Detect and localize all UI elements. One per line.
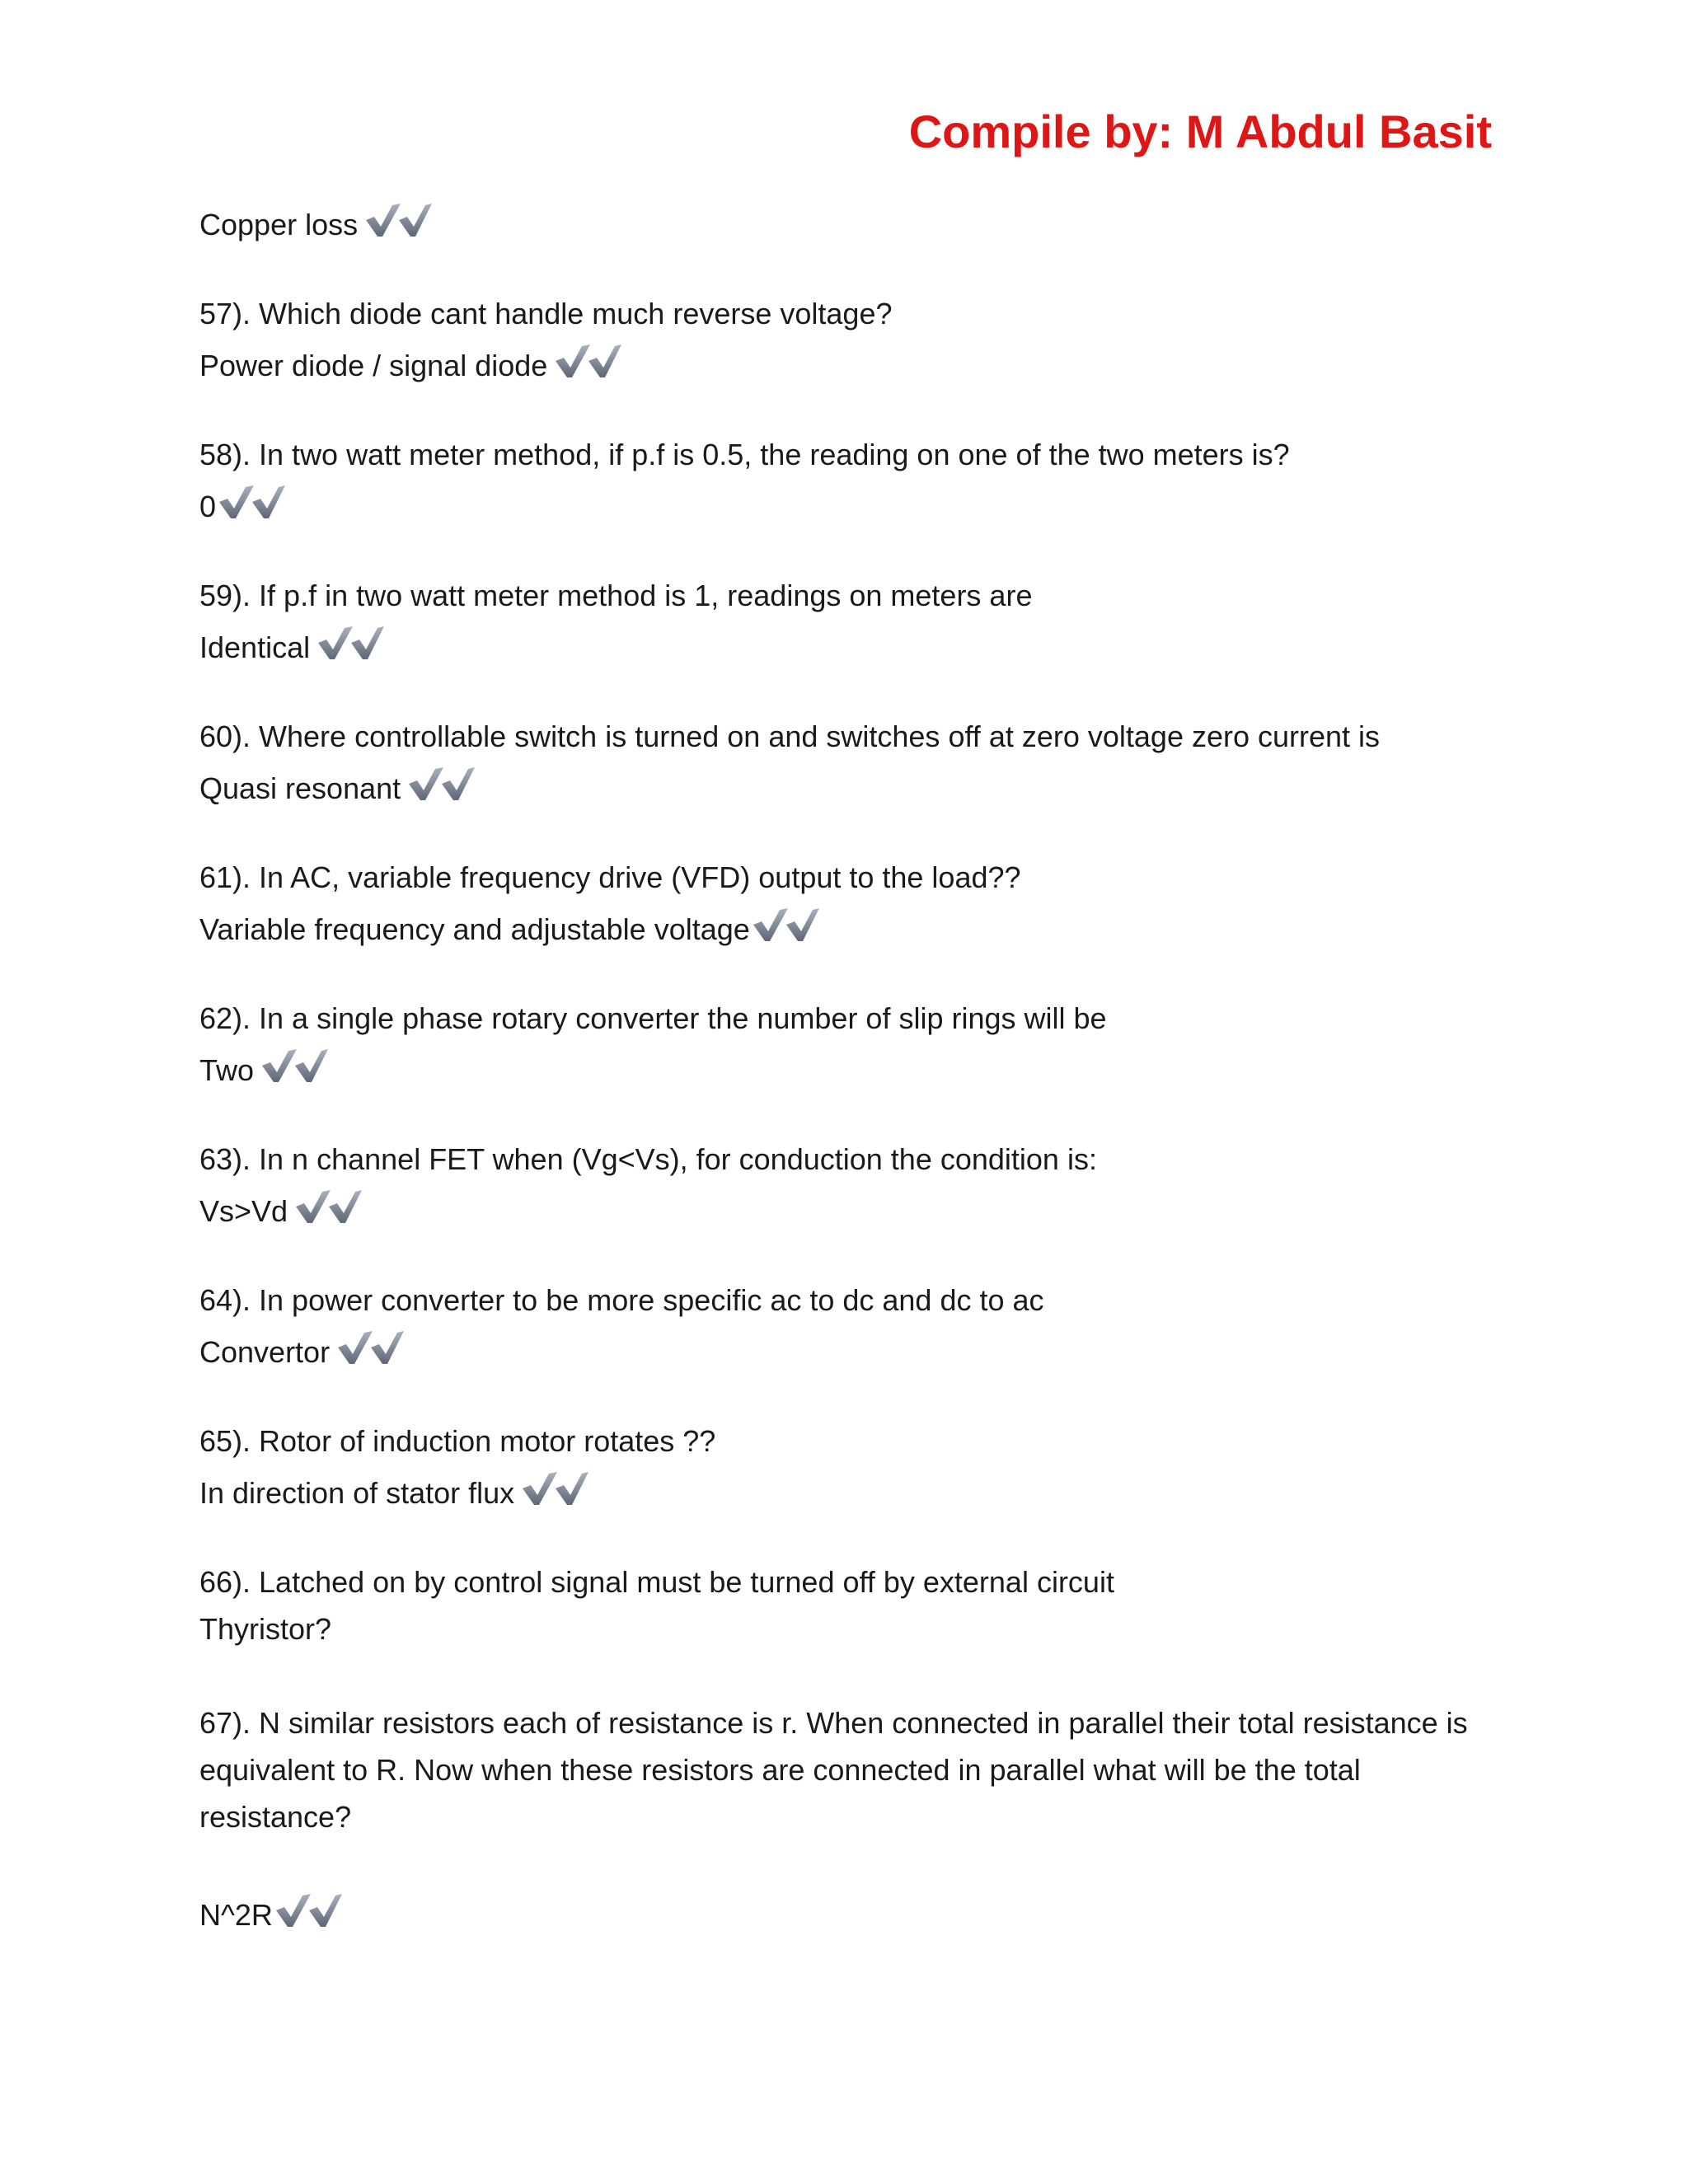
answer-text: Two xyxy=(199,1053,255,1087)
double-check-icon xyxy=(216,482,285,522)
answer-62 xyxy=(199,1046,328,1090)
double-check-icon xyxy=(406,764,475,804)
question-61: 61). In AC, variable frequency drive (VFD) output to the load?? xyxy=(199,860,1021,894)
double-check-icon xyxy=(273,1891,342,1930)
question-62: 62). In a single phase rotary converter the number of slip rings will be xyxy=(199,1001,1107,1035)
question-60: 60). Where controllable switch is turned on and switches off at zero voltage zero current is xyxy=(199,719,1381,753)
answer-text: N^2R xyxy=(199,1898,273,1932)
answer-text: Thyristor? xyxy=(199,1612,332,1646)
answer-56 xyxy=(199,200,432,245)
compile-by-header: Compile by: M Abdul Basit xyxy=(908,105,1492,157)
question-57: 57). Which diode cant handle much reverse voltage? xyxy=(199,297,893,330)
double-check-icon xyxy=(552,341,621,381)
double-check-icon xyxy=(519,1469,588,1508)
answer-60 xyxy=(199,764,475,808)
answer-text: Variable frequency and adjustable voltage xyxy=(199,912,750,946)
answer-58 xyxy=(199,482,285,527)
answer-66 xyxy=(199,1610,331,1649)
answer-61 xyxy=(199,905,819,949)
answer-59 xyxy=(199,623,384,668)
question-63: 63). In n channel FET when (Vg<Vs), for conduction the condition is: xyxy=(199,1142,1097,1176)
double-check-icon xyxy=(335,1328,404,1367)
question-67: 67). N similar resistors each of resistance is r. When connected in parallel their total resistance is equivalent to R. Now when these resistors are connected in parallel what will be the total resistance? xyxy=(199,1706,1468,1834)
answer-65 xyxy=(199,1469,588,1513)
answer-67 xyxy=(199,1891,342,1935)
answer-57 xyxy=(199,341,621,386)
answer-text: Copper loss xyxy=(199,208,359,241)
double-check-icon xyxy=(750,905,819,944)
answer-text: Identical xyxy=(199,630,311,664)
double-check-icon xyxy=(259,1046,328,1085)
question-59: 59). If p.f in two watt meter method is 1, readings on meters are xyxy=(199,579,1033,612)
answer-text: Vs>Vd xyxy=(199,1194,288,1228)
double-check-icon xyxy=(293,1187,362,1226)
answer-63 xyxy=(199,1187,362,1231)
answer-text: In direction of stator flux xyxy=(199,1476,515,1510)
question-66: 66). Latched on by control signal must be turned off by external circuit xyxy=(199,1565,1114,1599)
answer-text: Quasi resonant xyxy=(199,771,401,805)
answer-text: 0 xyxy=(199,490,217,523)
question-64: 64). In power converter to be more specific ac to dc and dc to ac xyxy=(199,1283,1044,1317)
double-check-icon xyxy=(315,623,384,663)
answer-text: Convertor xyxy=(199,1335,331,1369)
answer-text: Power diode / signal diode xyxy=(199,349,548,382)
double-check-icon xyxy=(363,200,432,240)
question-65: 65). Rotor of induction motor rotates ?? xyxy=(199,1424,716,1458)
answer-64 xyxy=(199,1328,404,1372)
question-58: 58). In two watt meter method, if p.f is 0.5, the reading on one of the two meters is? xyxy=(199,438,1290,471)
